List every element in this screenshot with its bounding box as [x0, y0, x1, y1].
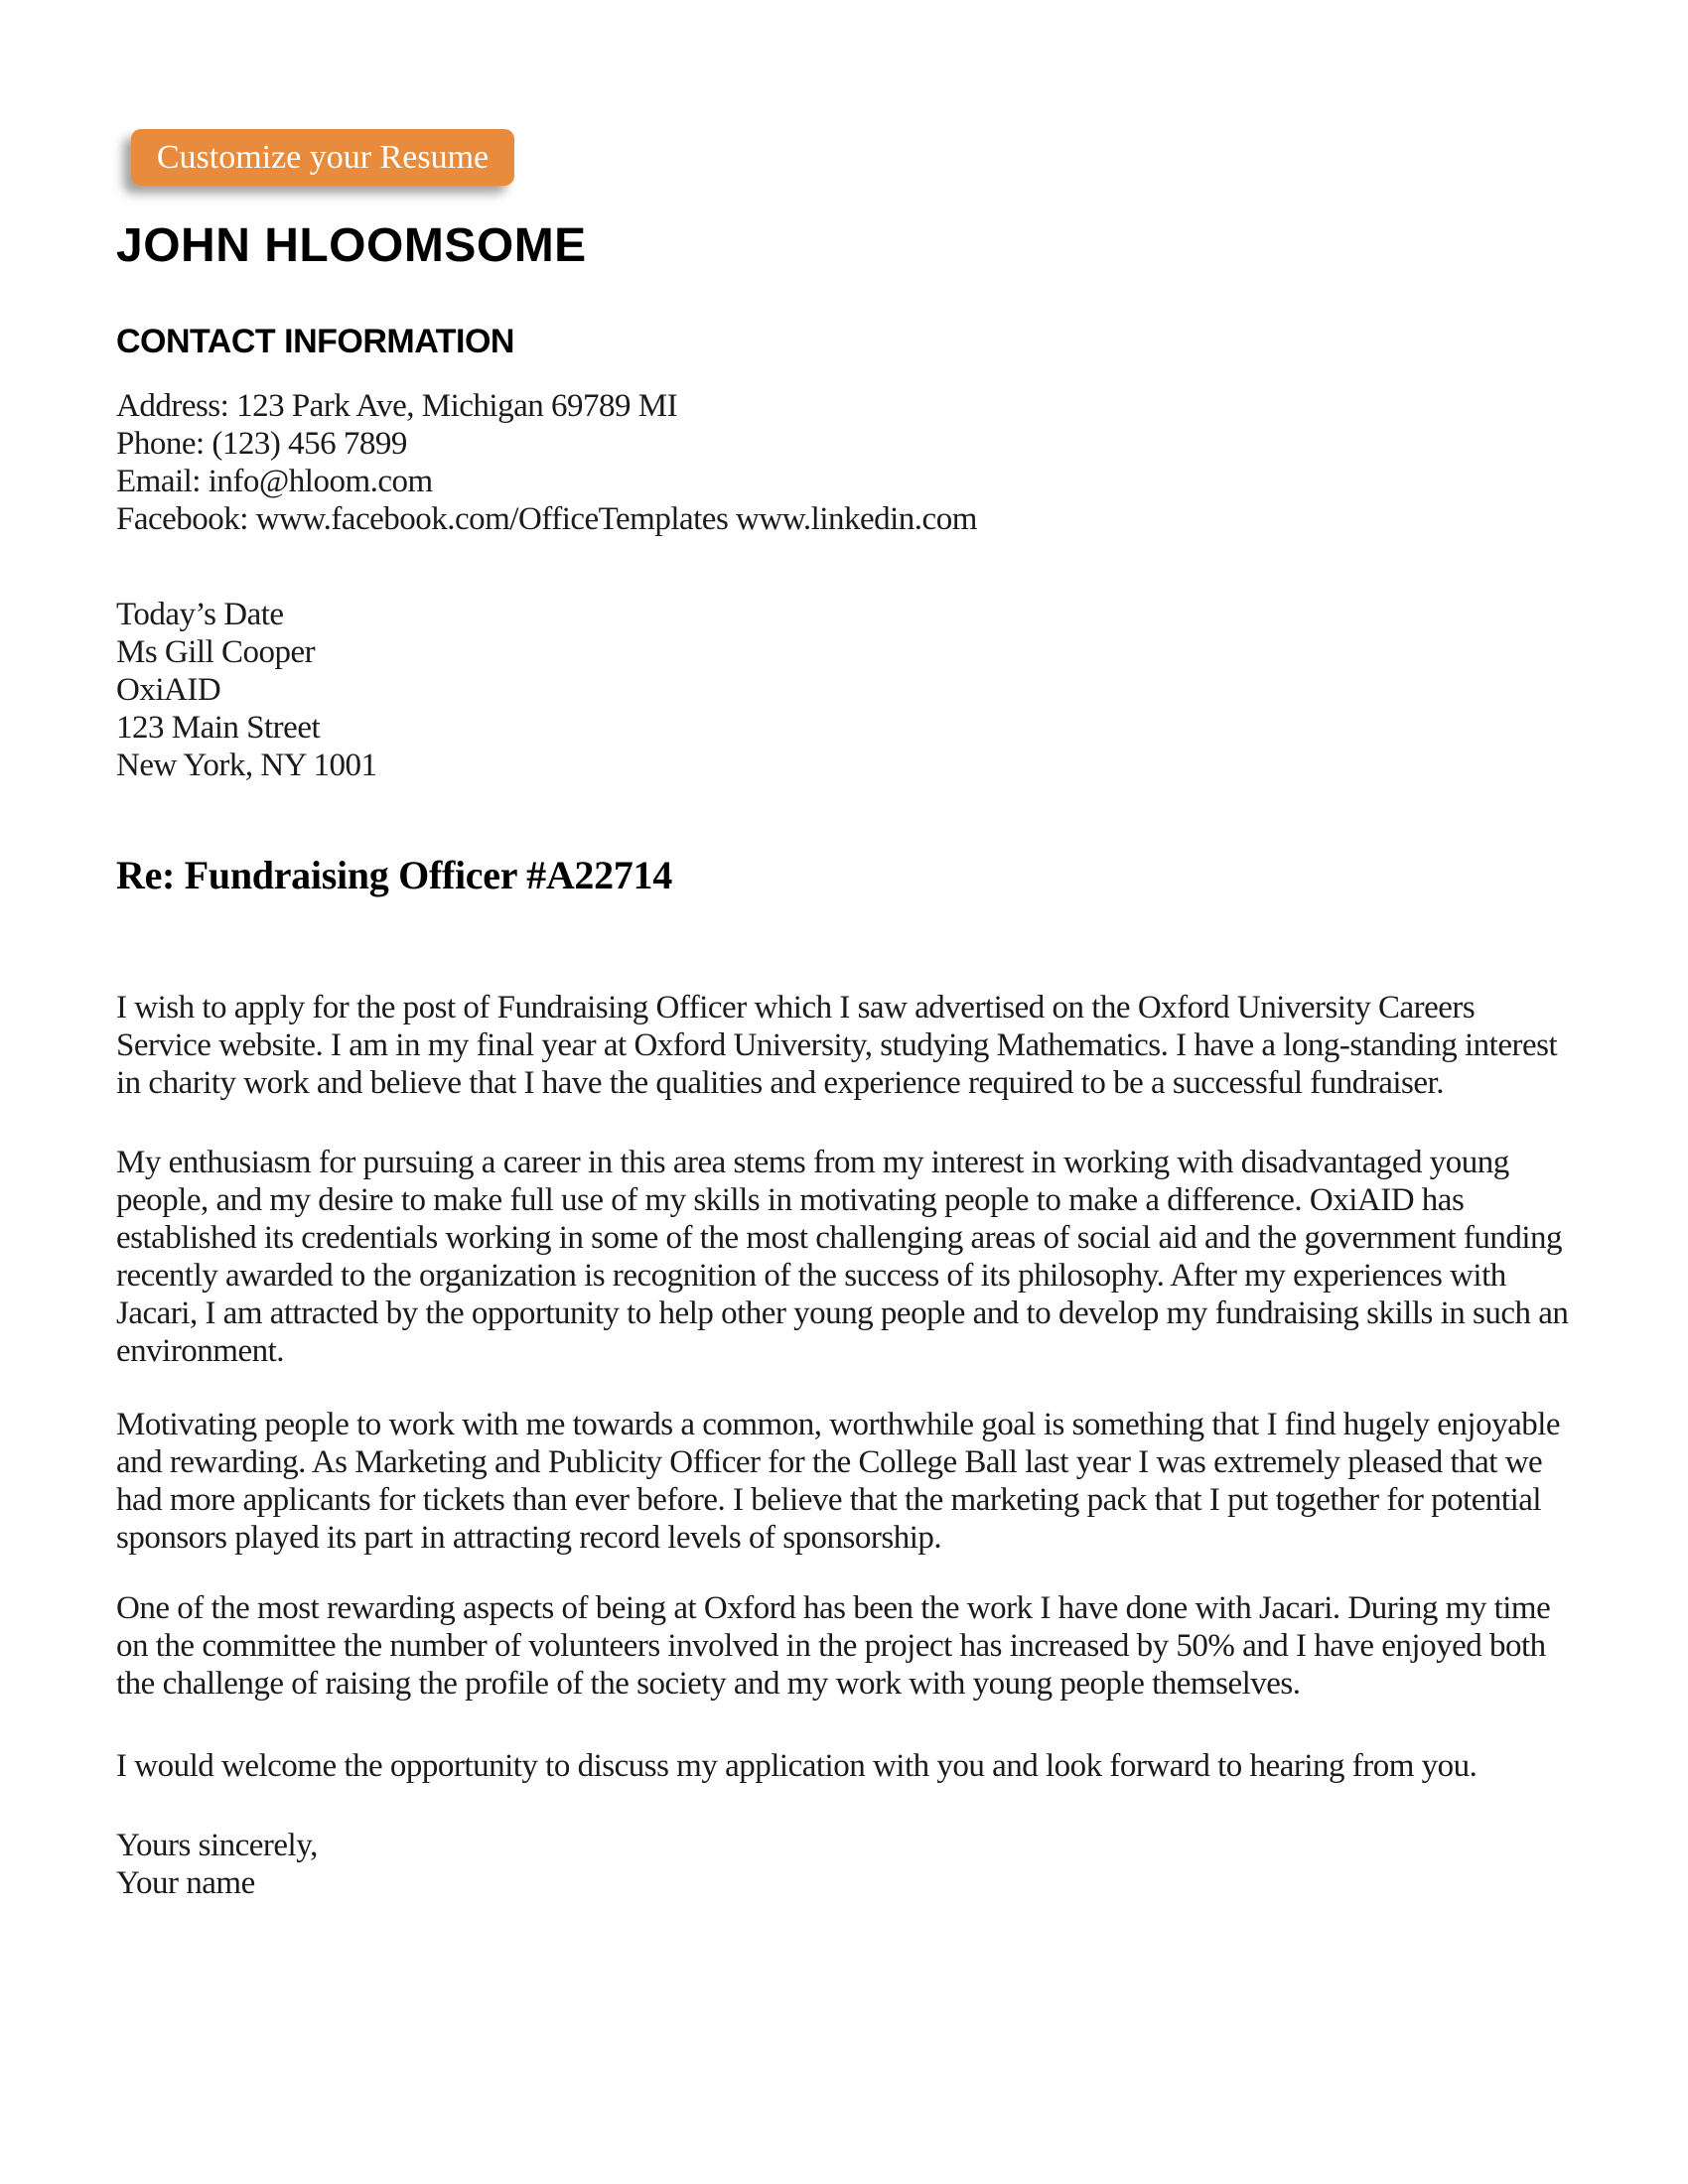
contact-information-heading: CONTACT INFORMATION — [116, 323, 514, 360]
contact-line-phone: Phone: (123) 456 7899 — [116, 426, 407, 462]
recipient-line-name: Ms Gill Cooper — [116, 634, 316, 670]
contact-line-address: Address: 123 Park Ave, Michigan 69789 MI — [116, 388, 678, 424]
recipient-address-block — [116, 596, 1571, 784]
page-title: JOHN HLOOMSOME — [116, 219, 587, 272]
body-paragraph: Motivating people to work with me towards a common, worthwhile goal is something that I find hugely enjoyable and rewarding. As Marketing and Publicity Officer for the College Ball last year I was extremely pleased that we had more applicants for tickets than ever before. I believe that the marketing pack that I put together for potential sponsors played its part in attracting record levels of sponsorship. — [116, 1407, 1561, 1556]
closing-salutation: Yours sincerely, — [116, 1828, 318, 1863]
body-paragraph: I wish to apply for the post of Fundraising Officer which I saw advertised on the Oxford University Careers Service website. I am in my final year at Oxford University, studying Mathematics. I have a long-standing interest in charity work and believe that I have the qualities and experience required to be a successful fundraiser. — [116, 990, 1558, 1101]
recipient-line-city: New York, NY 1001 — [116, 748, 377, 783]
body-paragraph: I would welcome the opportunity to discuss my application with you and look forward to hearing from you. — [116, 1748, 1477, 1784]
closing-signature: Your name — [116, 1865, 255, 1901]
recipient-line-date: Today’s Date — [116, 597, 284, 632]
contact-info-block — [116, 387, 1571, 538]
contact-line-facebook: Facebook: www.facebook.com/OfficeTemplates www.linkedin.com — [116, 501, 977, 537]
subject-line: Re: Fundraising Officer #A22714 — [116, 853, 672, 897]
body-paragraph: One of the most rewarding aspects of being at Oxford has been the work I have done with Jacari. During my time on the committee the number of volunteers involved in the project has increased by 50% and I have enjoyed both the challenge of raising the profile of the society and my work with young people themselves. — [116, 1590, 1551, 1702]
recipient-line-organization: OxiAID — [116, 672, 221, 708]
letter-content — [116, 220, 1571, 1902]
customize-resume-button[interactable]: Customize your Resume — [131, 129, 514, 186]
contact-line-email: Email: info@hloom.com — [116, 464, 433, 499]
body-paragraph: My enthusiasm for pursuing a career in this area stems from my interest in working with disadvantaged young people, and my desire to make full use of my skills in motivating people to make a difference. OxiAID has established its credentials working in some of the most challenging areas of social aid and the government funding recently awarded to the organization is recognition of the success of its philosophy. After my experiences with Jacari, I am attracted by the opportunity to help other young people and to develop my fundraising skills in such an environment. — [116, 1145, 1569, 1369]
closing-block — [116, 1827, 1571, 1902]
recipient-line-street: 123 Main Street — [116, 710, 321, 746]
